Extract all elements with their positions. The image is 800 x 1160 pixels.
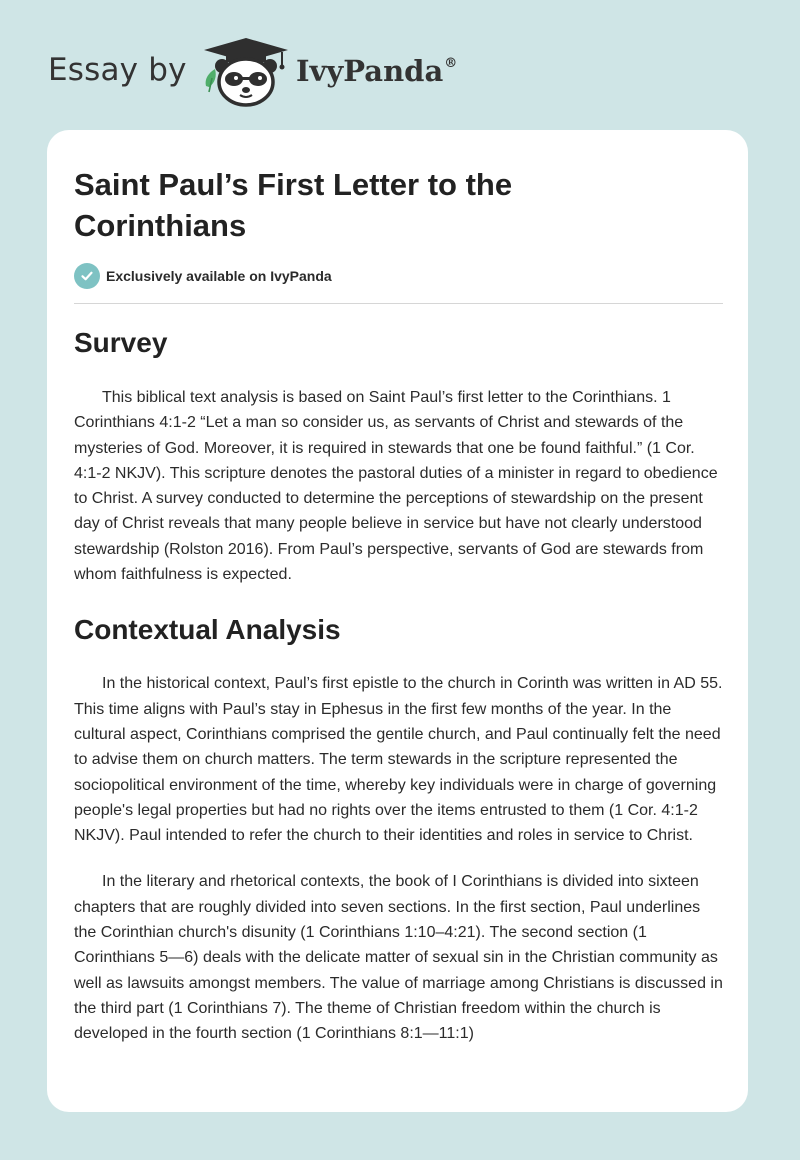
section-heading-contextual-analysis: Contextual Analysis	[74, 614, 341, 646]
essay-card	[47, 130, 748, 1112]
brand-text: IvyPanda	[296, 54, 444, 88]
section-heading-survey: Survey	[74, 327, 168, 358]
divider	[74, 303, 723, 304]
essay-by-label: Essay by	[48, 52, 187, 88]
page-title: Saint Paul’s First Letter to the Corinthians	[74, 167, 513, 243]
site-header	[0, 0, 800, 130]
badge-text: Exclusively available on IvyPanda	[106, 268, 332, 284]
paragraph: In the historical context, Paul’s first epistle to the church in Corinth was written in AD 55. This time aligns with Paul’s stay in Ephesus in the first few months of the year. In the cultural aspect, Corinthians comprised the gentile church, and Paul continually felt the need to advise them on church matters. The term stewards in the scripture represented the sociopolitical environment of the time, whereby key individuals were in charge of governing people's legal properties but had no rights over the items entrusted to them (1 Cor. 4:1-2 NKJV). Paul intended to refer the church to their identities and roles in service to Christ.	[74, 675, 723, 845]
registered-mark: ®	[444, 56, 458, 71]
essay-content	[74, 318, 724, 1047]
paragraph: In the literary and rhetorical contexts, the book of I Corinthians is divided into sixteen chapters that are roughly divided into seven sections. In the first section, Paul underlines the Corinthian church's disunity (1 Corinthians 1:10–4:21). The second section (1 Corinthians 5—6) deals with the delicate matter of sexual sin in the Christian community as well as lawsuits amongst members. The value of marriage among Christians is discussed in the third part (1 Corinthians 7). The theme of Christian freedom within the church is developed in the fourth section (1 Corinthians 8:1—11:1)	[74, 873, 723, 1043]
panda-graduate-logo-icon[interactable]	[200, 36, 292, 108]
exclusive-badge	[74, 263, 332, 289]
brand-name[interactable]	[296, 54, 457, 88]
check-circle-icon	[74, 263, 100, 289]
paragraph: This biblical text analysis is based on Saint Paul’s first letter to the Corinthians. 1 Corinthians 4:1-2 “Let a man so consider us, as servants of Christ and stewards of the mysteries of God. Moreover, it is required in stewards that one be found faithful.” (1 Cor. 4:1-2 NKJV). This scripture denotes the pastoral duties of a minister in regard to obedience to Christ. A survey conducted to determine the perceptions of stewardship on the present day of Christ reveals that many people believe in service but have not clearly understood stewardship (Rolston 2016). From Paul’s perspective, servants of God are stewards from whom faithfulness is expected.	[74, 389, 718, 584]
